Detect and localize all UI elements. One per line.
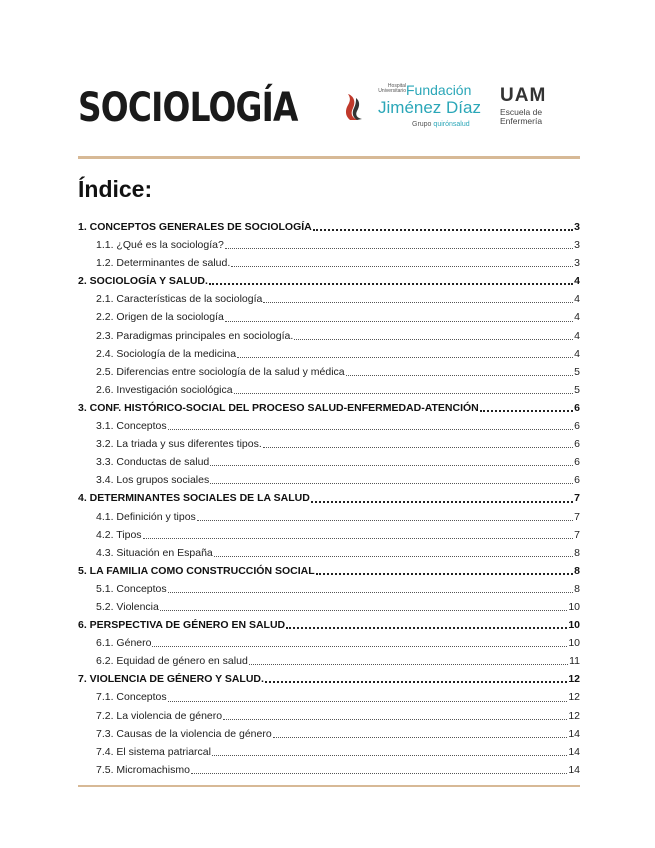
toc-page-number: 4 bbox=[574, 329, 580, 342]
toc-page-number: 12 bbox=[568, 691, 580, 704]
toc-page-number: 12 bbox=[568, 709, 580, 722]
toc-subsection-entry[interactable] bbox=[78, 688, 580, 706]
toc-page-number: 5 bbox=[574, 383, 580, 396]
toc-subsection-entry[interactable] bbox=[78, 290, 580, 308]
toc-page-number: 4 bbox=[574, 311, 580, 324]
toc-dot-leader bbox=[212, 754, 567, 756]
toc-entry-label: 4.3. Situación en España bbox=[96, 546, 213, 559]
toc-dot-leader bbox=[294, 338, 573, 340]
toc-dot-leader bbox=[168, 428, 574, 430]
footer-divider bbox=[78, 785, 580, 787]
toc-page-number: 3 bbox=[574, 239, 580, 252]
toc-section-entry[interactable] bbox=[78, 670, 580, 688]
toc-page-number: 3 bbox=[574, 221, 580, 233]
toc-page-number: 10 bbox=[568, 619, 580, 632]
uam-wordmark: UAM bbox=[500, 85, 547, 106]
toc-subsection-entry[interactable] bbox=[78, 363, 580, 381]
toc-page-number: 6 bbox=[574, 401, 580, 414]
toc-dot-leader bbox=[214, 555, 573, 557]
toc-entry-label: 7.4. El sistema patriarcal bbox=[96, 745, 211, 758]
toc-subsection-entry[interactable] bbox=[78, 652, 580, 670]
toc-page-number: 14 bbox=[568, 727, 580, 740]
toc-dot-leader bbox=[316, 572, 574, 575]
uam-sub-line-1: Escuela de bbox=[500, 107, 543, 117]
toc-entry-label: 1.1. ¿Qué es la sociología? bbox=[96, 239, 224, 252]
fjd-grupo-label: Grupo bbox=[412, 121, 432, 128]
quironsalud-text: quirónsalud bbox=[433, 121, 470, 128]
toc-entry-label: 2.1. Características de la sociología bbox=[96, 293, 263, 306]
toc-dot-leader bbox=[210, 482, 573, 484]
uam-school-label bbox=[500, 108, 542, 126]
toc-dot-leader bbox=[231, 265, 573, 267]
toc-dot-leader bbox=[265, 680, 567, 683]
toc-page-number: 4 bbox=[574, 275, 580, 288]
toc-page-number: 6 bbox=[574, 420, 580, 433]
toc-dot-leader bbox=[143, 537, 574, 539]
toc-page-number: 14 bbox=[568, 763, 580, 776]
toc-section-entry[interactable] bbox=[78, 489, 580, 507]
toc-page-number: 10 bbox=[568, 637, 580, 650]
toc-entry-label: 1. CONCEPTOS GENERALES DE SOCIOLOGÍA bbox=[78, 221, 312, 233]
toc-subsection-entry[interactable] bbox=[78, 417, 580, 435]
toc-dot-leader bbox=[225, 320, 573, 322]
toc-dot-leader bbox=[209, 282, 573, 285]
toc-page-number: 3 bbox=[574, 257, 580, 270]
toc-subsection-entry[interactable] bbox=[78, 508, 580, 526]
toc-page-number: 6 bbox=[574, 474, 580, 487]
toc-dot-leader bbox=[480, 409, 573, 412]
toc-entry-label: 4. DETERMINANTES SOCIALES DE LA SALUD bbox=[78, 492, 310, 505]
document-header bbox=[78, 80, 580, 140]
fjd-hospital-label: Hospital Universitario bbox=[378, 83, 406, 94]
toc-entry-label: 4.1. Definición y tipos bbox=[96, 510, 196, 523]
toc-subsection-entry[interactable] bbox=[78, 526, 580, 544]
toc-dot-leader bbox=[311, 500, 573, 503]
toc-dot-leader bbox=[237, 356, 573, 358]
toc-section-entry[interactable] bbox=[78, 218, 580, 236]
toc-subsection-entry[interactable] bbox=[78, 598, 580, 616]
toc-page-number: 8 bbox=[574, 582, 580, 595]
toc-entry-label: 2. SOCIOLOGÍA Y SALUD. bbox=[78, 275, 208, 288]
toc-dot-leader bbox=[249, 663, 568, 665]
toc-page-number: 5 bbox=[574, 365, 580, 378]
uam-logo bbox=[500, 86, 560, 132]
toc-dot-leader bbox=[160, 609, 567, 611]
toc-entry-label: 5.1. Conceptos bbox=[96, 582, 167, 595]
toc-subsection-entry[interactable] bbox=[78, 634, 580, 652]
uam-sub-line-2: Enfermería bbox=[500, 116, 543, 126]
fjd-grupo-text bbox=[412, 120, 470, 129]
toc-subsection-entry[interactable] bbox=[78, 381, 580, 399]
toc-entry-label: 3.4. Los grupos sociales bbox=[96, 474, 210, 487]
toc-entry-label: 6. PERSPECTIVA DE GÉNERO EN SALUD bbox=[78, 619, 286, 632]
toc-dot-leader bbox=[191, 772, 567, 774]
toc-subsection-entry[interactable] bbox=[78, 725, 580, 743]
toc-subsection-entry[interactable] bbox=[78, 580, 580, 598]
toc-subsection-entry[interactable] bbox=[78, 761, 580, 779]
toc-page-number: 6 bbox=[574, 438, 580, 451]
toc-entry-label: 7.1. Conceptos bbox=[96, 691, 167, 704]
fundacion-jimenez-diaz-logo bbox=[344, 82, 484, 132]
toc-entry-label: 5. LA FAMILIA COMO CONSTRUCCIÓN SOCIAL bbox=[78, 564, 315, 577]
toc-page-number: 7 bbox=[574, 528, 580, 541]
toc-page-number: 14 bbox=[568, 745, 580, 758]
toc-dot-leader bbox=[313, 228, 573, 231]
toc-entry-label: 1.2. Determinantes de salud. bbox=[96, 257, 231, 270]
fjd-emblem-icon bbox=[344, 92, 366, 122]
toc-subsection-entry[interactable] bbox=[78, 327, 580, 345]
toc-dot-leader bbox=[223, 718, 567, 720]
toc-entry-label: 7.2. La violencia de género bbox=[96, 709, 223, 722]
toc-entry-label: 7. VIOLENCIA DE GÉNERO Y SALUD. bbox=[78, 673, 264, 686]
fjd-fundacion-text: Fundación bbox=[406, 82, 472, 98]
toc-subsection-entry[interactable] bbox=[78, 453, 580, 471]
toc-entry-label: 5.2. Violencia bbox=[96, 600, 159, 613]
toc-entry-label: 2.5. Diferencias entre sociología de la salud y médica bbox=[96, 365, 345, 378]
toc-subsection-entry[interactable] bbox=[78, 471, 580, 489]
toc-subsection-entry[interactable] bbox=[78, 743, 580, 761]
toc-entry-label: 6.1. Género bbox=[96, 637, 152, 650]
toc-section-entry[interactable] bbox=[78, 562, 580, 580]
toc-dot-leader bbox=[234, 392, 574, 394]
fjd-name-text: Jiménez Díaz bbox=[378, 98, 481, 117]
toc-entry-label: 2.3. Paradigmas principales en sociología. bbox=[96, 329, 294, 342]
toc-page-number: 6 bbox=[574, 456, 580, 469]
toc-page-number: 10 bbox=[568, 600, 580, 613]
toc-dot-leader bbox=[197, 519, 573, 521]
document-title: SOCIOLOGÍA bbox=[78, 85, 298, 131]
toc-page-number: 8 bbox=[574, 564, 580, 577]
toc-page-number: 8 bbox=[574, 546, 580, 559]
toc-subsection-entry[interactable] bbox=[78, 254, 580, 272]
toc-dot-leader bbox=[263, 301, 573, 303]
toc-page-number: 7 bbox=[574, 510, 580, 523]
toc-entry-label: 7.3. Causas de la violencia de género bbox=[96, 727, 272, 740]
toc-section-entry[interactable] bbox=[78, 616, 580, 634]
toc-entry-label: 3.3. Conductas de salud bbox=[96, 456, 210, 469]
header-divider bbox=[78, 156, 580, 159]
toc-dot-leader bbox=[263, 446, 573, 448]
toc-entry-label: 7.5. Micromachismo bbox=[96, 763, 190, 776]
index-title: Índice: bbox=[78, 176, 153, 202]
toc-entry-label: 3.2. La triada y sus diferentes tipos. bbox=[96, 438, 262, 451]
toc-dot-leader bbox=[286, 626, 567, 629]
toc-entry-label: 2.6. Investigación sociológica bbox=[96, 383, 233, 396]
toc-subsection-entry[interactable] bbox=[78, 345, 580, 363]
toc-page-number: 7 bbox=[574, 492, 580, 505]
toc-dot-leader bbox=[273, 736, 568, 738]
toc-subsection-entry[interactable] bbox=[78, 544, 580, 562]
toc-section-entry[interactable] bbox=[78, 399, 580, 417]
toc-page-number: 12 bbox=[568, 673, 580, 686]
toc-dot-leader bbox=[168, 591, 574, 593]
toc-subsection-entry[interactable] bbox=[78, 236, 580, 254]
toc-dot-leader bbox=[225, 247, 573, 249]
toc-subsection-entry[interactable] bbox=[78, 308, 580, 326]
toc-dot-leader bbox=[168, 700, 568, 702]
toc-entry-label: 3.1. Conceptos bbox=[96, 420, 167, 433]
table-of-contents bbox=[78, 218, 580, 779]
toc-dot-leader bbox=[346, 374, 574, 376]
toc-subsection-entry[interactable] bbox=[78, 707, 580, 725]
toc-dot-leader bbox=[152, 645, 567, 647]
toc-entry-label: 6.2. Equidad de género en salud bbox=[96, 655, 248, 668]
toc-page-number: 11 bbox=[569, 655, 580, 668]
toc-entry-label: 2.4. Sociología de la medicina bbox=[96, 347, 237, 360]
toc-entry-label: 4.2. Tipos bbox=[96, 528, 142, 541]
toc-page-number: 4 bbox=[574, 293, 580, 306]
toc-page-number: 4 bbox=[574, 347, 580, 360]
toc-section-entry[interactable] bbox=[78, 272, 580, 290]
toc-entry-label: 3. CONF. HISTÓRICO-SOCIAL DEL PROCESO SALUD-ENFERMEDAD-ATENCIÓN bbox=[78, 401, 479, 414]
toc-dot-leader bbox=[210, 464, 573, 466]
toc-entry-label: 2.2. Origen de la sociología bbox=[96, 311, 224, 324]
toc-subsection-entry[interactable] bbox=[78, 435, 580, 453]
